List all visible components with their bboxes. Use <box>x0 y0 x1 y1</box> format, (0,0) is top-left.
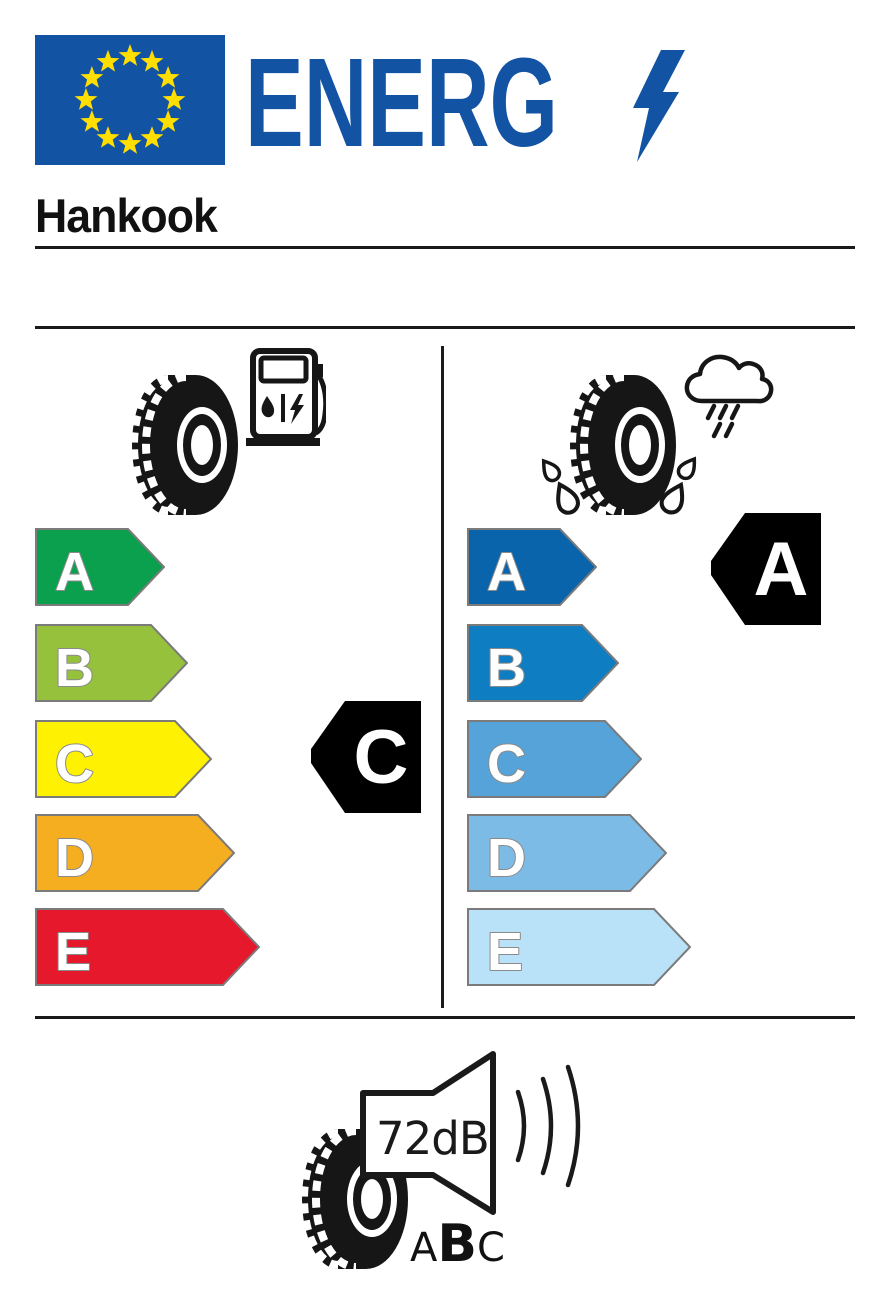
sound-waves-icon <box>512 1060 592 1194</box>
divider-bottom <box>35 1016 855 1019</box>
wet-class-a-arrow <box>467 528 597 606</box>
wet-class-d-arrow <box>467 814 667 892</box>
fuel-class-b-arrow <box>35 624 188 702</box>
lightning-bolt-icon <box>633 50 685 162</box>
tire-icon <box>128 372 240 518</box>
fuel-class-c-arrow <box>35 720 212 798</box>
noise-class-a: A <box>410 1225 438 1271</box>
water-splash-icon <box>538 452 718 524</box>
fuel-class-d-arrow <box>35 814 235 892</box>
class-letter: B <box>55 638 94 698</box>
divider-vertical <box>441 346 444 1008</box>
noise-rating-letter: B <box>437 1214 478 1274</box>
fuel-pump-icon <box>246 348 326 450</box>
wet-class-b-arrow <box>467 624 619 702</box>
divider-section <box>35 326 855 329</box>
wet-grip-rating-letter: A <box>753 527 809 612</box>
fuel-class-e-arrow <box>35 908 260 986</box>
class-letter: A <box>55 542 94 602</box>
class-letter: A <box>487 542 526 602</box>
rain-cloud-icon <box>680 344 780 444</box>
fuel-rating-pointer <box>309 699 423 815</box>
class-letter: C <box>487 734 526 794</box>
noise-class-scale <box>410 1214 505 1274</box>
fuel-class-a-arrow <box>35 528 165 606</box>
class-letter: D <box>487 828 526 888</box>
wet-grip-rating-pointer <box>709 511 823 627</box>
brand-name: Hankook <box>35 189 217 242</box>
class-letter: E <box>55 922 92 982</box>
class-letter: E <box>487 922 524 982</box>
class-letter: C <box>55 734 94 794</box>
class-letter: B <box>487 638 526 698</box>
eu-flag-icon <box>35 35 225 165</box>
wet-class-e-arrow <box>467 908 691 986</box>
noise-value: 72dB <box>376 1112 489 1165</box>
divider-top <box>35 246 855 249</box>
wet-class-c-arrow <box>467 720 642 798</box>
class-letter: D <box>55 828 94 888</box>
energy-logo <box>243 48 703 170</box>
fuel-rating-letter: C <box>353 715 409 800</box>
noise-class-c: C <box>477 1225 505 1271</box>
energy-logo-text: ENERG <box>245 48 558 170</box>
